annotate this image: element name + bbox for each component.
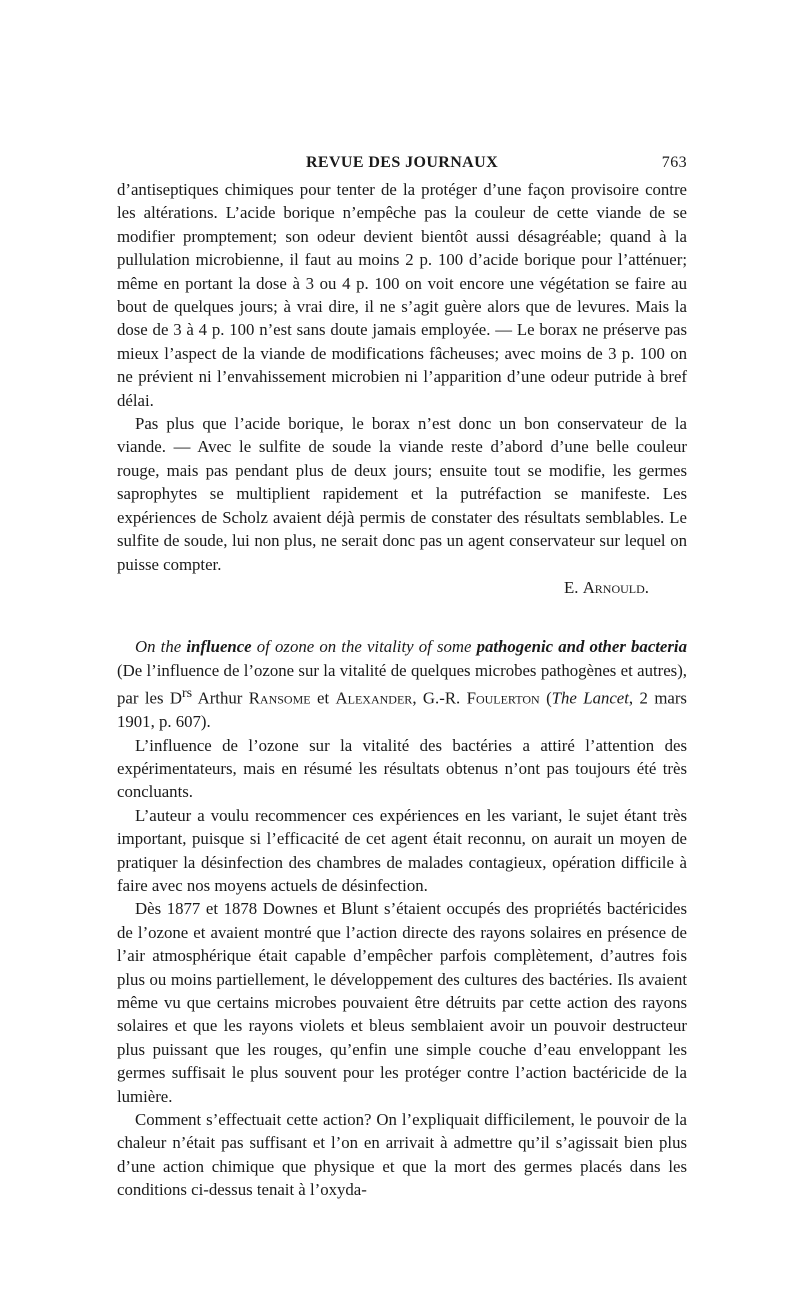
author-signature xyxy=(117,576,687,599)
title-text: , G.-R. xyxy=(412,688,467,708)
title-text: ( xyxy=(539,688,552,708)
running-title: REVUE DES JOURNAUX xyxy=(305,154,499,171)
title-italic: On the xyxy=(135,637,182,657)
paragraph: Pas plus que l’acide borique, le borax n’est donc un bon conservateur de la viande. — Avec le sulfite de soude la viande reste d’abord d’une belle couleur rouge, mais pas pendant plus de deux jours; ensuite tout se modifie, les germes saprophytes se multiplient rapidement et la putréfaction se manifeste. Les expériences de Scholz avaient déjà permis de constater des résultats semblables. Le sulfite de soude, lui non plus, ne serait donc pas un agent conservateur sur lequel on puisse compter. xyxy=(117,414,687,574)
title-text: Arthur xyxy=(192,688,249,708)
title-superscript: rs xyxy=(182,686,193,702)
paragraph: Dès 1877 et 1878 Downes et Blunt s’étaient occupés des propriétés bactéricides de l’ozone et avaient montré que l’action directe des rayons solaires en présence de l’air atmosphérique était capable d’empêcher parfois complètement, d’autres fois plus ou moins partiellement, le développement des cultures des bactéries. Ils avaient même vu que certains microbes pouvaient être détruits par cette action des rayons solaires et que les rayons violets et bleus semblaient avoir un pouvoir destructeur plus puissant que les rouges, qu’enfin une simple couche d’eau enveloppant les germes suffisait le plus souvent pour les protéger contre l’action bactéricide de la lumière. xyxy=(117,899,687,1106)
title-text: et xyxy=(310,688,336,708)
paragraph: L’auteur a voulu recommencer ces expériences en les variant, le sujet étant très important, puisque si l’efficacité de cet agent était reconnu, on aurait un moyen de pratiquer la désinfection des chambres de malades contagieux, opération difficile à faire avec nos moyens actuels de désinfection. xyxy=(117,805,687,895)
paragraph: L’influence de l’ozone sur la vitalité des bactéries a attiré l’attention des expérimentateurs, mais en résumé les résultats obtenus n’ont pas toujours été très concluants. xyxy=(117,735,687,802)
journal-page xyxy=(117,150,687,1202)
review-heading xyxy=(117,635,687,733)
title-italic: of ozone on the vitality of some xyxy=(256,637,472,657)
author-name: Ransome xyxy=(248,688,311,708)
running-header xyxy=(117,150,687,178)
title-text: (De l’influence de l’ozone sur la vitalité de quelques microbes pathogènes et autres), par les D xyxy=(117,660,687,708)
title-text: , 2 mars 1901, p. 607). xyxy=(117,688,687,732)
paragraph: d’antiseptiques chimiques pour tenter de la protéger d’une façon provisoire contre les altérations. L’acide borique n’empêche pas la couleur de cette viande de se modifier promptement; son odeur devient bientôt aussi désagréable; quand à la pullulation microbienne, il faut au moins 2 p. 100 d’acide borique pour l’atténuer; même en portant la dose à 3 ou 4 p. 100 on voit encore une végétation se faire au bout de quelques jours; à vrai dire, il ne s’agit guère alors que de levures. Mais la dose de 3 à 4 p. 100 n’est sans doute jamais employée. — Le borax ne préserve pas mieux l’aspect de la viande de modifications fâcheuses; avec moins de 3 p. 100 on ne prévient ni l’envahissement microbien ni l’apparition d’une odeur putride à bref délai. xyxy=(117,180,687,410)
journal-name: The Lancet xyxy=(551,688,629,708)
author-name: Foulerton xyxy=(466,688,540,708)
article-body xyxy=(117,178,687,1202)
signature-name: Arnould. xyxy=(582,577,649,597)
section-gap xyxy=(117,599,687,635)
page-number: 763 xyxy=(661,154,687,171)
title-bold: pathogenic and other bacteria xyxy=(476,637,687,657)
title-bold: influence xyxy=(186,637,252,657)
author-name: Alexander xyxy=(335,688,413,708)
paragraph: Comment s’effectuait cette action? On l’expliquait difficilement, le pouvoir de la chaleur n’était pas suffisant et l’on en arrivait à admettre qu’il s’agissait bien plus d’une action chimique que physique et que la mort des germes placés dans les conditions ci-dessus tenait à l’oxyda- xyxy=(117,1110,687,1200)
signature-initial: E. xyxy=(564,577,579,597)
